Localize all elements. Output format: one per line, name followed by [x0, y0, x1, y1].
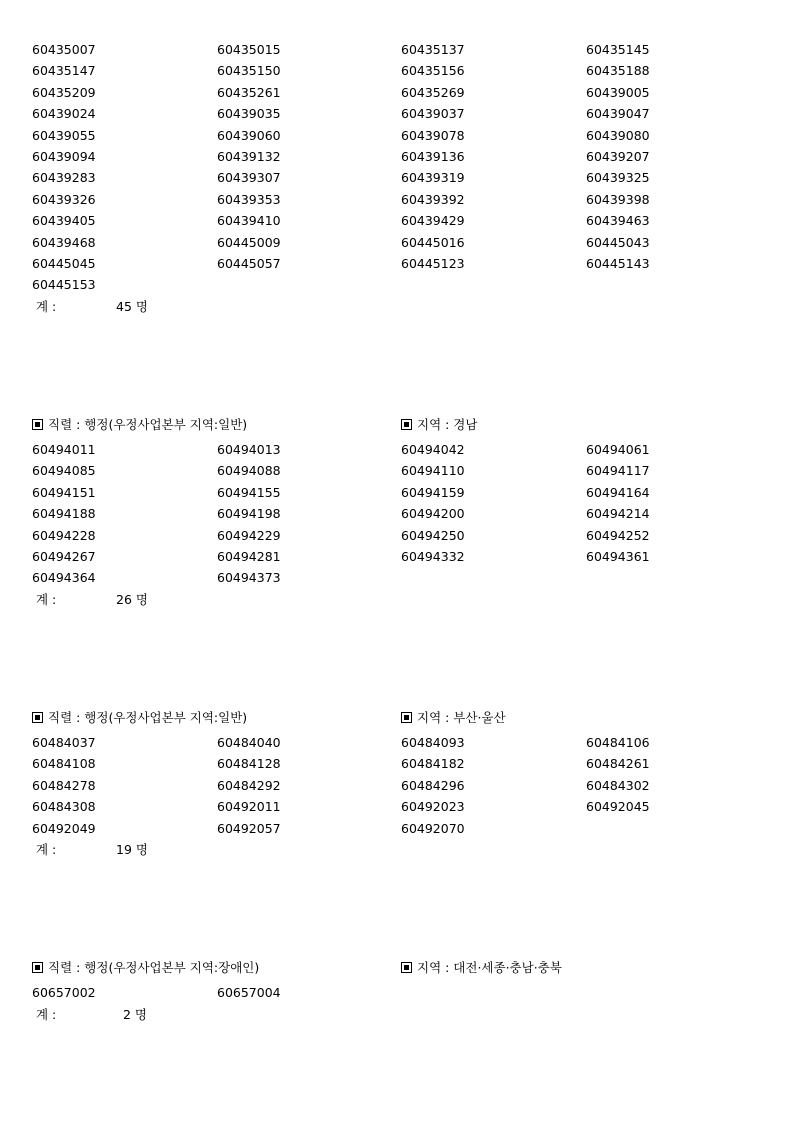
registration-number: 60494267 [32, 548, 96, 564]
registration-number: 60439136 [401, 148, 465, 164]
number-row [32, 167, 772, 188]
total-count: 19 명 [116, 842, 148, 857]
registration-number: 60439078 [401, 127, 465, 143]
number-row [32, 503, 772, 524]
number-row [32, 775, 772, 796]
registration-number: 60494088 [217, 463, 281, 479]
registration-number: 60439005 [586, 84, 650, 100]
number-row [32, 753, 772, 774]
registration-number: 60484308 [32, 799, 96, 815]
registration-number: 60484292 [217, 777, 281, 793]
checkbox-bullet-icon [32, 962, 43, 973]
registration-number: 60494198 [217, 506, 281, 522]
registration-number: 60435261 [217, 84, 281, 100]
registration-number: 60445123 [401, 255, 465, 271]
number-row [32, 253, 772, 274]
registration-number: 60445045 [32, 255, 96, 271]
total-count: 45 명 [116, 299, 148, 314]
total-label: 계 : [36, 842, 57, 857]
registration-number: 60435145 [586, 42, 650, 57]
registration-number: 60439207 [586, 148, 650, 164]
registration-number: 60494110 [401, 463, 465, 479]
registration-number: 60492045 [586, 799, 650, 815]
registration-number: 60484093 [401, 735, 465, 750]
number-row [32, 189, 772, 210]
registration-number: 60439410 [217, 213, 281, 229]
registration-number: 60484037 [32, 735, 96, 750]
registration-number: 60494361 [586, 548, 650, 564]
registration-number: 60494229 [217, 527, 281, 543]
registration-number: 60439060 [217, 127, 281, 143]
registration-number: 60445153 [32, 277, 96, 293]
number-row [32, 567, 772, 588]
registration-number: 60484261 [586, 756, 650, 772]
registration-number: 60445043 [586, 234, 650, 250]
number-row [32, 460, 772, 481]
registration-number: 60435269 [401, 84, 465, 100]
registration-number: 60492049 [32, 820, 96, 836]
registration-number: 60494151 [32, 484, 96, 500]
number-list-section-2 [32, 439, 772, 589]
registration-number: 60494373 [217, 570, 281, 586]
number-list-section-4 [32, 982, 772, 1003]
registration-number: 60657002 [32, 985, 96, 1000]
registration-number: 60439429 [401, 213, 465, 229]
number-row [32, 82, 772, 103]
number-row [32, 210, 772, 231]
total-count: 2 명 [123, 1007, 148, 1022]
registration-number: 60494155 [217, 484, 281, 500]
registration-number: 60494214 [586, 506, 650, 522]
registration-number: 60484128 [217, 756, 281, 772]
number-list-section-3 [32, 732, 772, 839]
registration-number: 60484278 [32, 777, 96, 793]
registration-number: 60435147 [32, 63, 96, 79]
registration-number: 60494332 [401, 548, 465, 564]
registration-number: 60439463 [586, 213, 650, 229]
number-row [32, 482, 772, 503]
registration-number: 60435015 [217, 42, 281, 57]
registration-number: 60435137 [401, 42, 465, 57]
registration-number: 60439398 [586, 191, 650, 207]
registration-number: 60484040 [217, 735, 281, 750]
registration-number: 60494042 [401, 442, 465, 457]
registration-number: 60439080 [586, 127, 650, 143]
registration-number: 60494281 [217, 548, 281, 564]
registration-number: 60439094 [32, 148, 96, 164]
registration-number: 60494061 [586, 442, 650, 457]
registration-number: 60439307 [217, 170, 281, 186]
registration-number: 60494117 [586, 463, 650, 479]
registration-number: 60494200 [401, 506, 465, 522]
registration-number: 60435188 [586, 63, 650, 79]
registration-number: 60494164 [586, 484, 650, 500]
registration-number: 60484296 [401, 777, 465, 793]
registration-number: 60494011 [32, 442, 96, 457]
registration-number: 60494159 [401, 484, 465, 500]
registration-number: 60439392 [401, 191, 465, 207]
checkbox-bullet-icon [401, 712, 412, 723]
registration-number: 60494085 [32, 463, 96, 479]
number-row [32, 546, 772, 567]
registration-number: 60494250 [401, 527, 465, 543]
total-count: 26 명 [116, 592, 148, 607]
registration-number: 60484182 [401, 756, 465, 772]
region-heading: 지역 : 경남 [401, 414, 477, 436]
registration-number: 60435156 [401, 63, 465, 79]
registration-number: 60439405 [32, 213, 96, 229]
number-row [32, 525, 772, 546]
checkbox-bullet-icon [401, 962, 412, 973]
number-row [32, 982, 772, 1003]
registration-number: 60492070 [401, 820, 465, 836]
number-row [32, 818, 772, 839]
job-category-heading: 직렬 : 행정(우정사업본부 지역:일반) [32, 414, 247, 436]
registration-number: 60445009 [217, 234, 281, 250]
registration-number: 60435007 [32, 42, 96, 57]
checkbox-bullet-icon [32, 712, 43, 723]
job-category-heading: 직렬 : 행정(우정사업본부 지역:장애인) [32, 957, 259, 979]
registration-number: 60439468 [32, 234, 96, 250]
section-header-2 [32, 414, 772, 436]
registration-number: 60494252 [586, 527, 650, 543]
registration-number: 60492023 [401, 799, 465, 815]
registration-number: 60494188 [32, 506, 96, 522]
registration-number: 60439132 [217, 148, 281, 164]
total-label: 계 : [36, 592, 57, 607]
registration-number: 60439319 [401, 170, 465, 186]
number-row [32, 103, 772, 124]
number-row [32, 796, 772, 817]
region-heading: 지역 : 대전·세종·충남·충북 [401, 957, 562, 979]
number-row [32, 232, 772, 253]
registration-number: 60439283 [32, 170, 96, 186]
number-row [32, 439, 772, 460]
registration-number: 60439055 [32, 127, 96, 143]
number-row [32, 125, 772, 146]
total-label: 계 : [36, 299, 57, 314]
registration-number: 60439035 [217, 106, 281, 122]
checkbox-bullet-icon [401, 419, 412, 430]
registration-number: 60445143 [586, 255, 650, 271]
job-category-heading: 직렬 : 행정(우정사업본부 지역:일반) [32, 707, 247, 729]
registration-number: 60657004 [217, 985, 281, 1000]
registration-number: 60435150 [217, 63, 281, 79]
registration-number: 60445057 [217, 255, 281, 271]
section-header-3 [32, 707, 772, 729]
number-row [32, 60, 772, 81]
section-header-4 [32, 957, 772, 979]
total-label: 계 : [36, 1007, 57, 1022]
registration-number: 60439353 [217, 191, 281, 207]
registration-number: 60445016 [401, 234, 465, 250]
number-row [32, 732, 772, 753]
registration-number: 60439047 [586, 106, 650, 122]
registration-number: 60494228 [32, 527, 96, 543]
registration-number: 60484108 [32, 756, 96, 772]
registration-number: 60439037 [401, 106, 465, 122]
registration-number: 60494364 [32, 570, 96, 586]
registration-number: 60494013 [217, 442, 281, 457]
registration-number: 60439024 [32, 106, 96, 122]
region-heading: 지역 : 부산·울산 [401, 707, 506, 729]
registration-number: 60492011 [217, 799, 281, 815]
checkbox-bullet-icon [32, 419, 43, 430]
registration-number: 60492057 [217, 820, 281, 836]
registration-number: 60435209 [32, 84, 96, 100]
number-row [32, 39, 772, 60]
number-row [32, 274, 772, 295]
number-list-section-1 [32, 39, 772, 296]
registration-number: 60439326 [32, 191, 96, 207]
registration-number: 60484106 [586, 735, 650, 750]
number-row [32, 146, 772, 167]
registration-number: 60439325 [586, 170, 650, 186]
registration-number: 60484302 [586, 777, 650, 793]
